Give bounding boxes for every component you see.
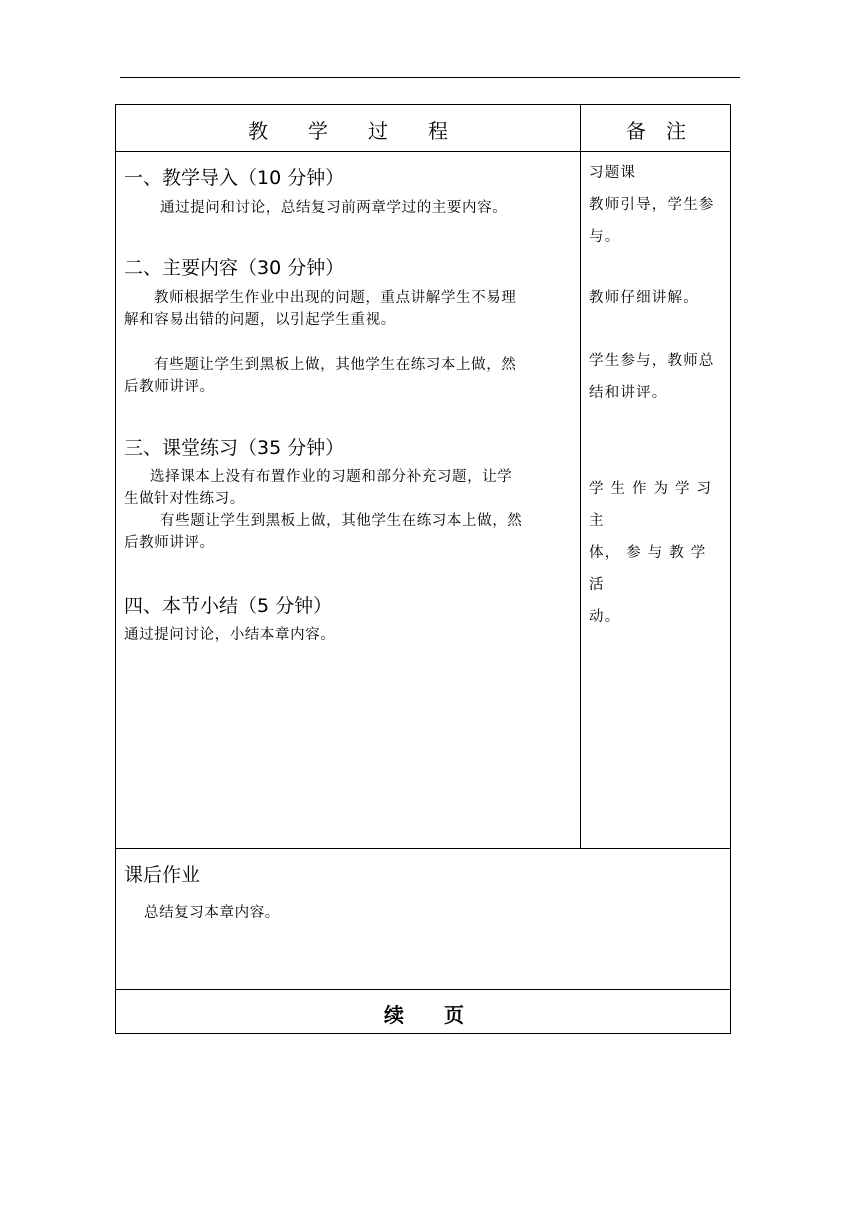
note-line: 学生参与，教师总 [589, 353, 715, 369]
line: 有些题让学生到黑板上做，其他学生在练习本上做，然 [160, 513, 523, 529]
column-divider [580, 105, 581, 848]
footer-row-divider [116, 989, 730, 990]
note-line: 习题课 [589, 165, 637, 181]
line: 后教师讲评。 [124, 535, 215, 551]
note-4 [589, 473, 725, 633]
section-1-paragraph: 通过提问和讨论，总结复习前两章学过的主要内容。 [160, 200, 508, 216]
section-2-heading: 二、主要内容（30 分钟） [124, 257, 345, 279]
header-row-divider [116, 151, 730, 152]
note-line: 学 生 作 为 学 习 主 [589, 481, 713, 529]
note-1 [589, 157, 725, 253]
note-line: 动。 [589, 609, 621, 625]
line: 教师根据学生作业中出现的问题，重点讲解学生不易理 [154, 290, 517, 306]
homework-row-divider [116, 848, 730, 849]
section-3-paragraph-2 [124, 510, 570, 554]
note-line: 教师引导，学生参 [589, 197, 715, 213]
notes-column-header: 备 注 [626, 119, 686, 143]
homework-text: 总结复习本章内容。 [144, 905, 280, 921]
note-line: 教师仔细讲解。 [589, 290, 699, 306]
note-line: 结和讲评。 [589, 385, 668, 401]
line: 有些题让学生到黑板上做，其他学生在练习本上做，然 [154, 357, 517, 373]
line: 选择课本上没有布置作业的习题和部分补充习题，让学 [150, 469, 513, 485]
line: 后教师讲评。 [124, 379, 215, 395]
line: 生做针对性练习。 [124, 491, 245, 507]
section-3-heading: 三、课堂练习（35 分钟） [124, 437, 345, 459]
process-column-header: 教 学 过 程 [248, 119, 448, 143]
note-line: 体， 参 与 教 学 活 [589, 545, 707, 593]
section-4-paragraph: 通过提问讨论，小结本章内容。 [124, 627, 336, 643]
section-4-heading: 四、本节小结（5 分钟） [124, 595, 333, 617]
section-3-paragraph-1 [124, 466, 570, 510]
homework-title: 课后作业 [124, 864, 201, 886]
section-2-paragraph-2 [124, 354, 570, 398]
lesson-plan-table [115, 104, 731, 1034]
header-rule [120, 77, 740, 78]
section-2-paragraph-1 [124, 287, 570, 331]
note-line: 与。 [589, 229, 621, 245]
note-2 [589, 282, 725, 314]
line: 解和容易出错的问题，以引起学生重视。 [124, 312, 396, 328]
continue-page-label: 续 页 [384, 1003, 464, 1027]
section-1-heading: 一、教学导入（10 分钟） [124, 167, 345, 189]
note-3 [589, 345, 725, 409]
